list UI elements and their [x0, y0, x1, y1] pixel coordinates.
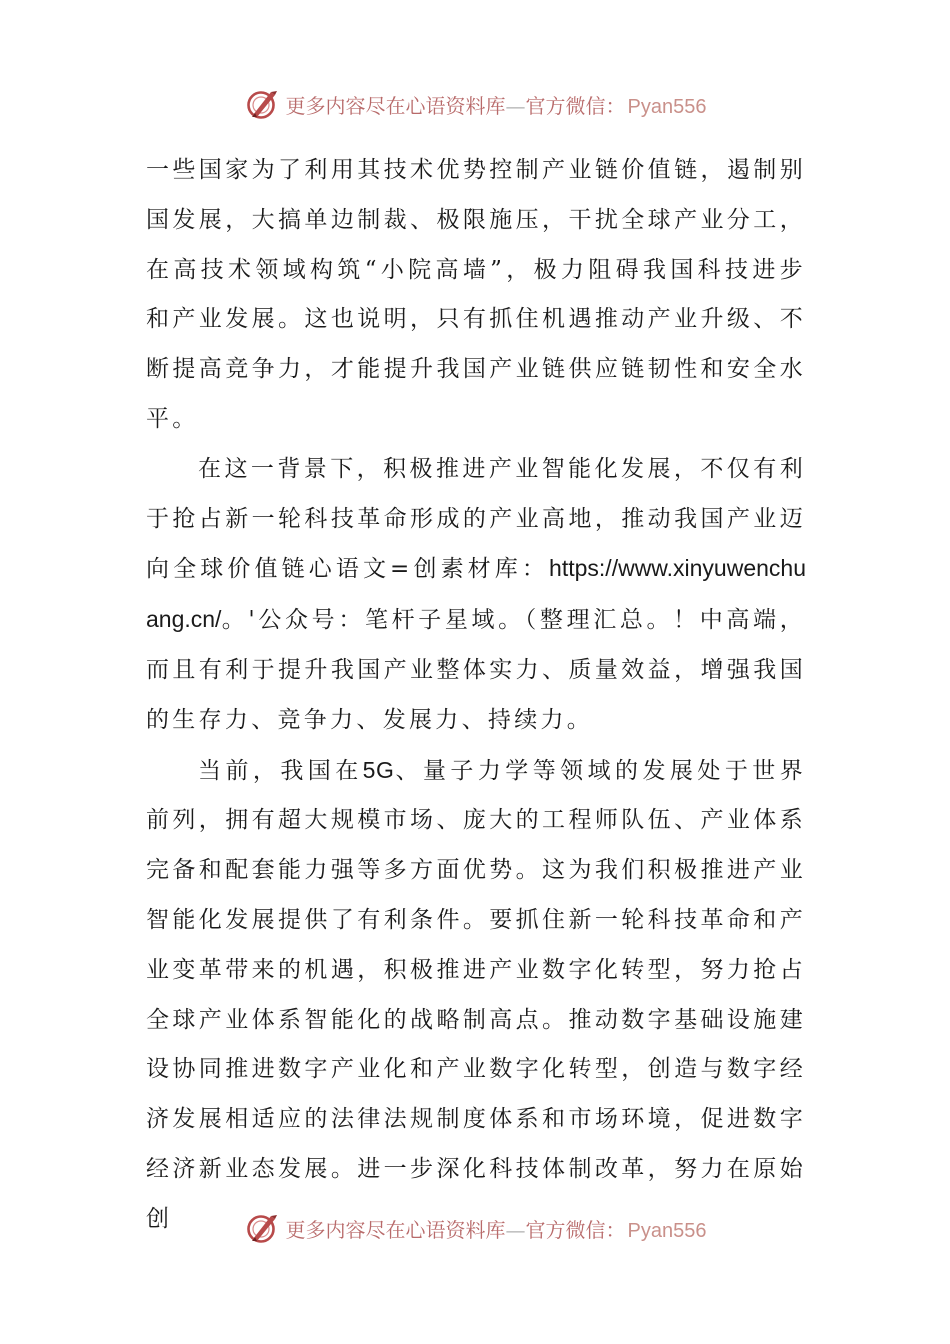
header-banner — [0, 86, 950, 122]
wechat-account-id: Pyan556 — [627, 95, 707, 118]
wechat-account-id: Pyan556 — [627, 1219, 707, 1242]
footer-banner — [0, 1210, 950, 1246]
paragraph-3: 当前，我国在5G、量子力学等领域的发展处于世界前列，拥有超大规模市场、庞大的工程师队伍、产业体系完备和配套能力强等多方面优势。这为我们积极推进产业智能化发展提供了有利条件。要抓住新一轮科技革命和产业变革带来的机遇，积极推进产业数字化转型，努力抢占全球产业体系智能化的战略制高点。推动数字基础设施建设协同推进数字产业化和产业数字化转型，创造与数字经济发展相适应的法律法规制度体系和市场环境，促进数字经济新业态发展。进一步深化科技体制改革，努力在原始创 — [146, 756, 807, 1232]
pen-circle-logo-icon — [244, 1210, 280, 1246]
banner-slogan: 更多内容尽在心语资料库—官方微信： Pyan556 — [285, 93, 707, 118]
pen-circle-logo-icon — [244, 86, 280, 122]
paragraph-2: 在这一背景下，积极推进产业智能化发展，不仅有利于抢占新一轮科技革命形成的产业高地，推动我国产业迈向全球价值链心语文=创素材库：https://www.xinyuwenchuang.cn/。'公众号：笔杆子星域。（整理汇总。！中高端，而且有利于提升我国产业整体实力、质量效益，增强我国的生存力、竞争力、发展力、持续力。 — [146, 455, 806, 733]
body-text — [146, 146, 806, 1245]
banner-slogan: 更多内容尽在心语资料库—官方微信： Pyan556 — [285, 1217, 707, 1242]
paragraph-1: 一些国家为了利用其技术优势控制产业链价值链，遏制别国发展，大搞单边制裁、极限施压，干扰全球产业分工，在高技术领域构筑“小院高墙”，极力阻碍我国科技进步和产业发展。这也说明，只有抓住机遇推动产业升级、不断提高竞争力，才能提升我国产业链供应链韧性和安全水平。 — [146, 157, 806, 432]
source-url: https://www.xinyuwenchuang.cn/ — [146, 555, 806, 633]
